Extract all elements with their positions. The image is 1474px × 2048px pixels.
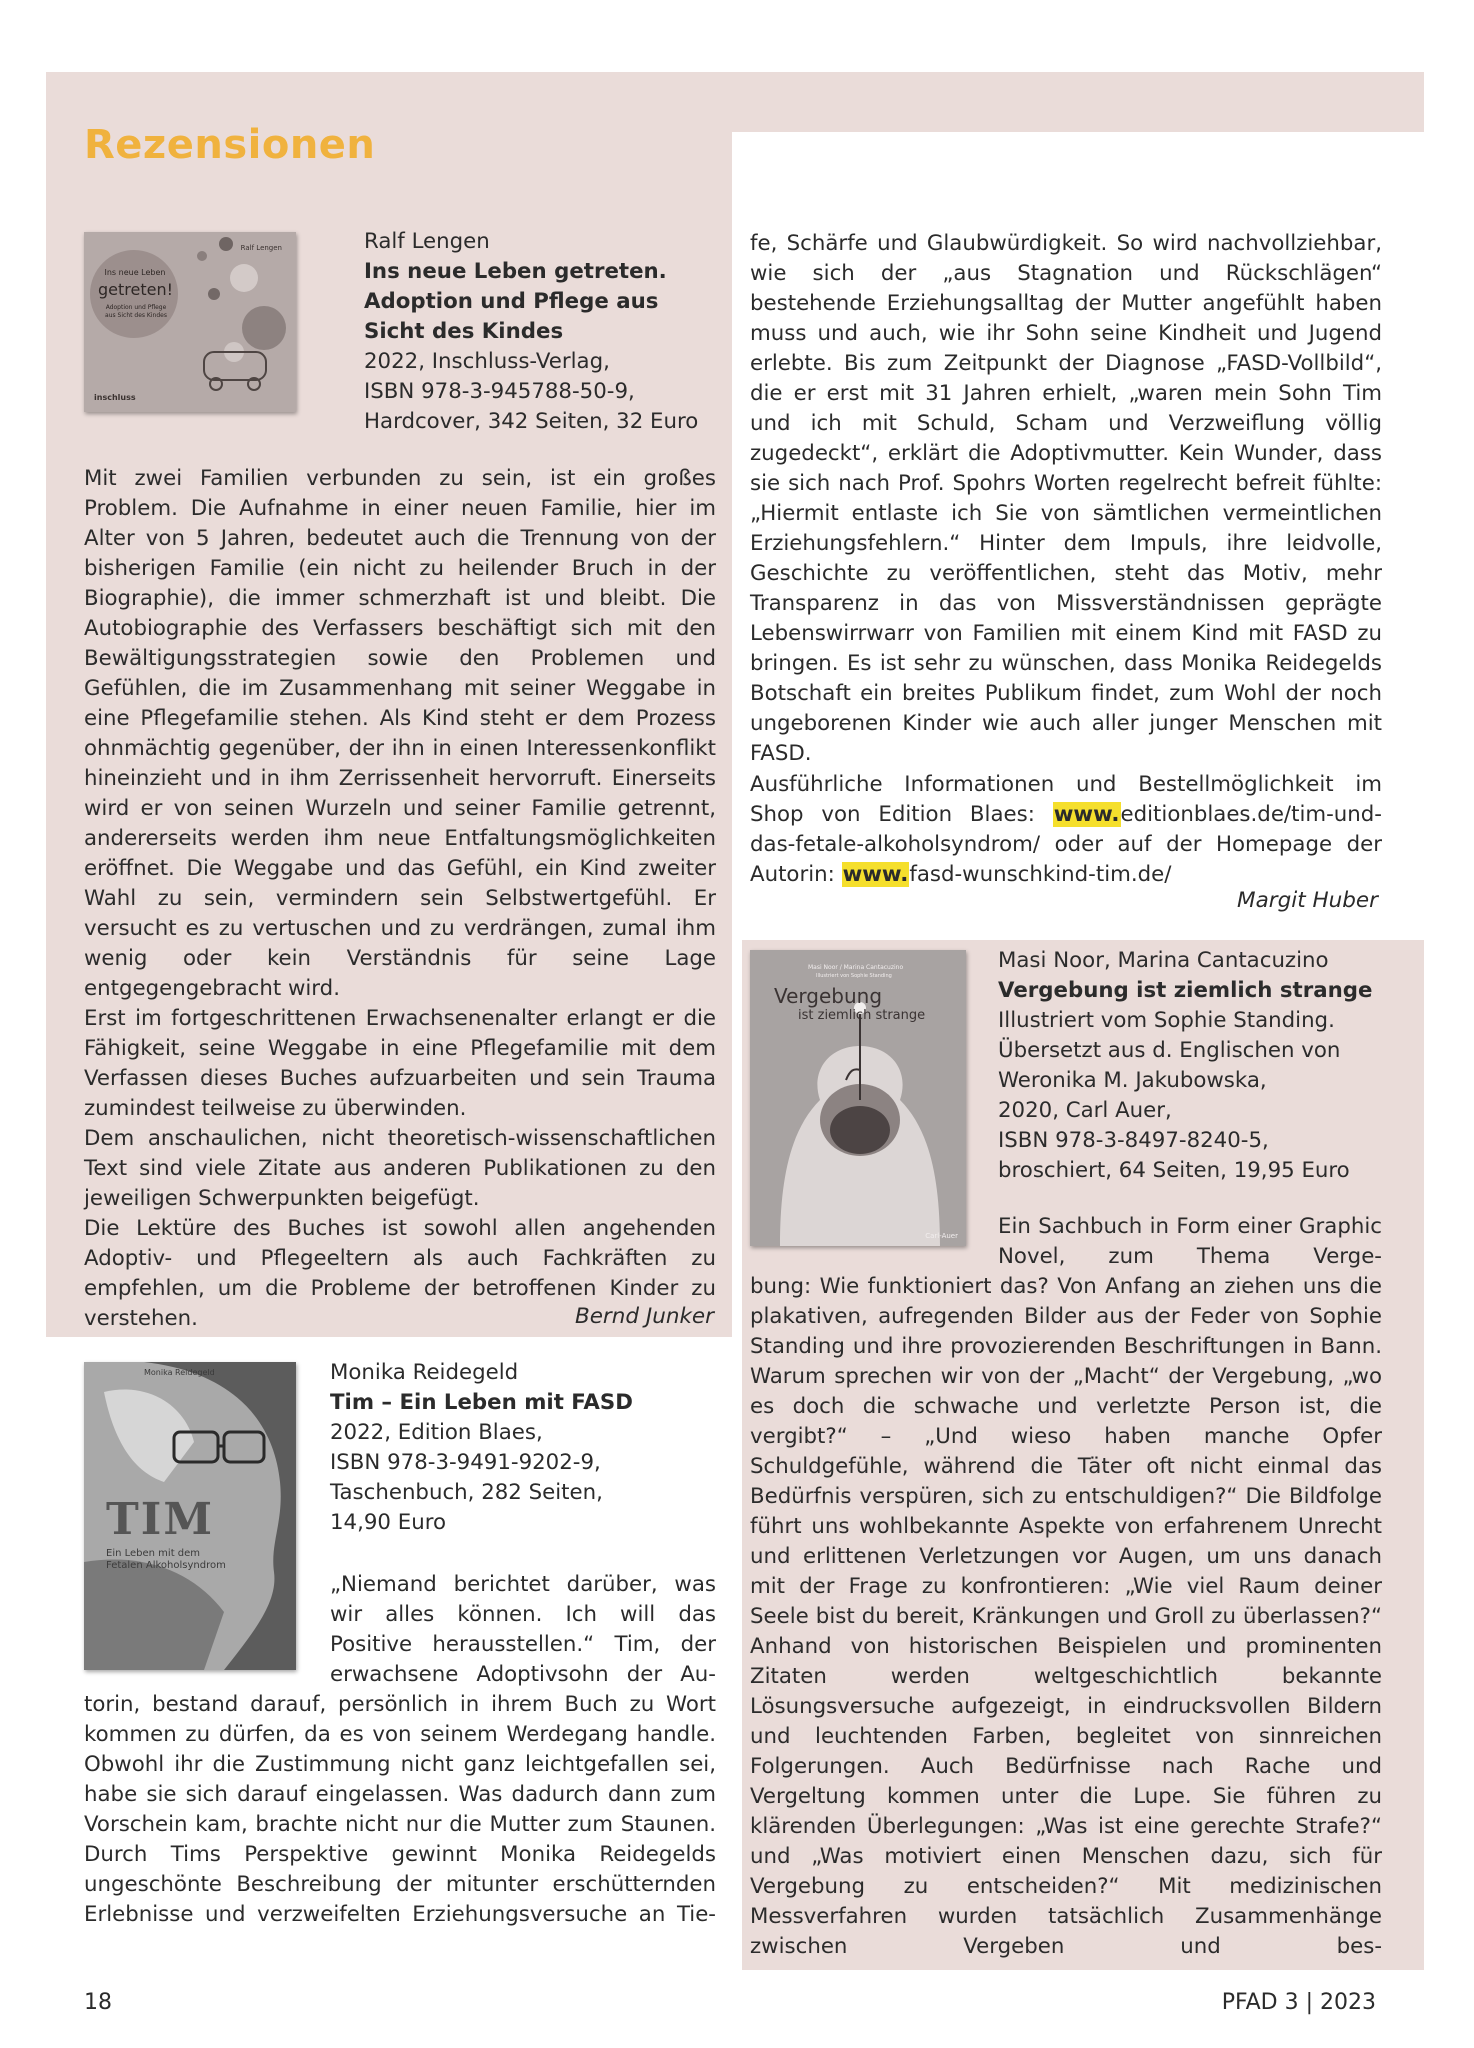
review1-paragraph-2: Erst im fortgeschrittenen Erwachsenenalter erlangt er die Fähigkeit, seine Weggabe in eine Pflegefamilie mit dem Verfassen dieses Buches aufzuarbeiten und sein Trauma zumindest teilweise zu überwinden. — [84, 1006, 716, 1121]
review1-title-line-3: Sicht des Kindes — [364, 319, 564, 344]
cover-illustrator: Illustriert von Sophie Standing — [816, 973, 892, 979]
review2-text-continued: fe, Schärfe und Glaubwürdigkeit. So wird nachvollziehbar, wie sich der „aus Stagnation und Rückschlägen“ bestehende Erziehungsalltag der Mutter angefühlt haben muss und auch, wie ihr Sohn seine Kindheit und Jugend erlebte. Bis zum Zeitpunkt der Diagnose „FASD-Vollbild“, die er erst mit 31 Jahren erhielt, „waren mein Sohn Tim und ich mit Schuld, Scham und Verzweiflung völlig zugedeckt“, erklärt die Adoptivmutter. Kein Wunder, dass sie sich nach Prof. Spohrs Worten regelrecht befreit fühlte: „Hiermit entlaste ich Sie von sämtlichen vermeintlichen Erziehungsfehlern.“ Hinter dem Impuls, ihre leidvolle, Geschichte zu veröffentlichen, steht das Motiv, mehr Transparenz in das von Missverständnissen geprägte Lebenswirrwarr von Familien mit einem Kind mit FASD zu bringen. Es ist sehr zu wünschen, dass Monika Reidegelds Botschaft ein breites Publikum findet, zum Wohl der noch ungeborenen Kinder wie auch aller junger Menschen mit FASD. — [750, 231, 1382, 766]
cover-authors: Masi Noor / Marina Cantacuzino — [808, 964, 904, 971]
cover-title-big: getreten! — [98, 280, 174, 299]
review1-title-line-1: Ins neue Leben getreten. — [364, 259, 667, 284]
issue-label: PFAD 3 | 2023 — [1221, 1990, 1376, 2015]
review3-authors: Masi Noor, Marina Cantacuzino — [998, 948, 1329, 973]
cover-title: TIM — [106, 1494, 215, 1545]
cover-publisher-logo: inschluss — [94, 393, 136, 402]
review2-author: Monika Reidegeld — [330, 1360, 519, 1385]
review3-detail-6: broschiert, 64 Seiten, 19,95 Euro — [998, 1158, 1350, 1183]
review1-title-line-2: Adoption und Pflege aus — [364, 289, 659, 314]
review3-detail-3: Weronika M. Jakubowska, — [998, 1068, 1267, 1093]
cover-illustration — [84, 232, 296, 412]
review1-signature: Bernd Junker — [574, 1304, 714, 1329]
link-editionblaes-www[interactable]: www. — [1053, 802, 1120, 827]
review3-detail-2: Übersetzt aus d. Englischen von — [998, 1038, 1341, 1063]
review1-detail-3: Hardcover, 342 Seiten, 32 Euro — [364, 409, 699, 434]
link-fasd-wunschkind-www[interactable]: www. — [842, 862, 909, 887]
review1-detail-2: ISBN 978-3-945788-50-9, — [364, 379, 635, 404]
review2-info-prefix: Ausführliche Informationen und Bestellmöglichkeit im Shop von Edition Blaes: — [750, 772, 1382, 827]
book-cover-vergebung — [750, 950, 966, 1246]
cover-title-1: Vergebung — [774, 984, 883, 1008]
review2-text-beside-cover: „Niemand berichtet darüber, was wir alles können. Ich will das Positive herausstellen.“ Tim, der erwachsene Adoptivsohn der Au- — [330, 1572, 716, 1687]
review2-detail-1: 2022, Edition Blaes, — [330, 1420, 543, 1445]
review3-text-beside-cover: Ein Sachbuch in Form einer Graphic Novel, zum Thema Verge- — [998, 1214, 1382, 1269]
cover-author: Monika Reidegeld — [144, 1368, 215, 1377]
review3-text-below-cover: bung: Wie funktioniert das? Von Anfang an ziehen uns die plakativen, aufregenden Bilder aus der Feder von Sophie Standing und ihre provozierenden Beschriftungen in Bann. Warum sprechen wir von der „Macht“ der Vergebung, „wo es doch die schwache und verletzte Person ist, die vergibt?“ – „Und wieso haben manche Opfer Schuldgefühle, während die Täter oft nicht einmal das Bedürfnis verspüren, sich zu entschuldigen?“ Die Bildfolge führt uns wohlbekannte Aspekte von erfahrenem Unrecht und erlittenen Verletzungen vor Augen, um uns danach mit der Frage zu konfrontieren: „Wie viel Raum deiner Seele bist du bereit, Kränkungen und Groll zu überlassen?“ Anhand von historischen Beispielen und prominenten Zitaten werden weltgeschichtlich bekannte Lösungsversuche aufgezeigt, in eindrucksvollen Bildern und leuchtenden Farben, begleitet von sinnreichen Folgerungen. Auch Bedürfnisse nach Rache und Vergeltung kommen unter die Lupe. Sie führen zu klärenden Überlegungen: „Was ist eine gerechte Strafe?“ und „Was motiviert einen Menschen dazu, sich für Vergebung zu entscheiden?“ Mit medizinischen Messverfahren wurden tatsächlich Zusammenhänge zwischen Vergeben und bes- — [750, 1274, 1382, 1959]
review3-title: Vergebung ist ziemlich strange — [998, 978, 1373, 1003]
review3-bibliography — [998, 946, 1408, 1186]
review1-body — [84, 464, 716, 1334]
cover-publisher: Carl-Auer — [925, 1232, 958, 1240]
review2-signature: Margit Huber — [1237, 888, 1378, 913]
review1-author: Ralf Lengen — [364, 229, 490, 254]
review2-detail-2: ISBN 978-3-9491-9202-9, — [330, 1450, 601, 1475]
review1-paragraph-4: Die Lektüre des Buches ist sowohl allen angehenden Adoptiv- und Pflegeeltern als auch Fachkräften zu empfehlen, um die Probleme der betroffenen Kinder zu verstehen. — [84, 1216, 716, 1331]
review2-bibliography — [330, 1358, 730, 1538]
cover-subtitle: Ein Leben mit dem Fetalen Alkoholsyndrom — [106, 1548, 226, 1571]
cover-author: Ralf Lengen — [240, 244, 282, 252]
review2-info-paragraph — [750, 770, 1382, 890]
book-cover-tim — [84, 1362, 296, 1670]
review1-detail-1: 2022, Inschluss-Verlag, — [364, 349, 610, 374]
review2-info-middle: oder auf der Homepage der Autorin: — [750, 832, 1382, 887]
link-editionblaes[interactable]: editionblaes.de/tim-und-das-fetale-alkoholsyndrom/ — [750, 802, 1382, 857]
cover-title-2: ist ziemlich strange — [798, 1008, 926, 1023]
review2-title: Tim – Ein Leben mit FASD — [330, 1390, 633, 1415]
book-cover-ins-neue-leben — [84, 232, 296, 412]
section-heading: Rezensionen — [84, 122, 376, 168]
review3-detail-5: ISBN 978-3-8497-8240-5, — [998, 1128, 1269, 1153]
link-fasd-wunschkind[interactable]: fasd-wunschkind-tim.de/ — [909, 862, 1172, 887]
cover-subtitle: Adoption und Pflege aus Sicht des Kindes — [105, 304, 167, 319]
review3-detail-4: 2020, Carl Auer, — [998, 1098, 1172, 1123]
review1-bibliography — [364, 227, 732, 437]
review2-detail-3: Taschenbuch, 282 Seiten, — [330, 1480, 603, 1505]
review3-detail-1: Illustriert vom Sophie Standing. — [998, 1008, 1335, 1033]
page-number: 18 — [84, 1990, 112, 2015]
review1-paragraph-3: Dem anschaulichen, nicht theoretisch-wissenschaftlichen Text sind viele Zitate aus anderen Publikationen zu den jeweiligen Schwerpunkten beigefügt. — [84, 1126, 716, 1211]
review2-detail-4: 14,90 Euro — [330, 1510, 447, 1535]
cover-title-small: Ins neue Leben — [104, 268, 166, 277]
review1-paragraph-1: Mit zwei Familien verbunden zu sein, ist ein großes Problem. Die Aufnahme in einer neuen Familie, hier im Alter von 5 Jahren, bedeutet auch die Trennung von der bisherigen Familie (ein nicht zu heilender Bruch in der Biographie), die immer schmerzhaft ist und bleibt. Die Autobiographie des Verfassers beschäftigt sich mit den Bewältigungsstrategien sowie den Problemen und Gefühlen, die im Zusammenhang mit seiner Weggabe in eine Pflegefamilie stehen. Als Kind steht er dem Prozess ohnmächtig gegenüber, der ihn in einen Interessenkonflikt hineinzieht und in ihm Zerrissenheit hervorruft. Einerseits wird er von seinen Wurzeln und seiner Familie getrennt, andererseits werden ihm neue Entfaltungsmöglichkeiten eröffnet. Die Weggabe und das Gefühl, ein Kind zweiter Wahl zu sein, vermindern sein Selbstwertgefühl. Er versucht es zu vertuschen und zu verdrängen, zumal ihm wenig oder kein Verständnis für seine Lage entgegengebracht wird. — [84, 466, 716, 1001]
review2-text-below-cover: torin, bestand darauf, persönlich in ihrem Buch zu Wort kommen zu dürfen, da es von seinem Werdegang handle. Obwohl ihr die Zustimmung nicht ganz leichtgefallen sei, habe sie sich darauf eingelassen. Was dadurch dann zum Vorschein kam, brachte nicht nur die Mutter zum Staunen. Durch Tims Perspektive gewinnt Monika Reidegelds ungeschönte Beschreibung der mitunter erschütternden Erlebnisse und verzweifelten Erziehungsversuche an Tie- — [84, 1692, 716, 1927]
